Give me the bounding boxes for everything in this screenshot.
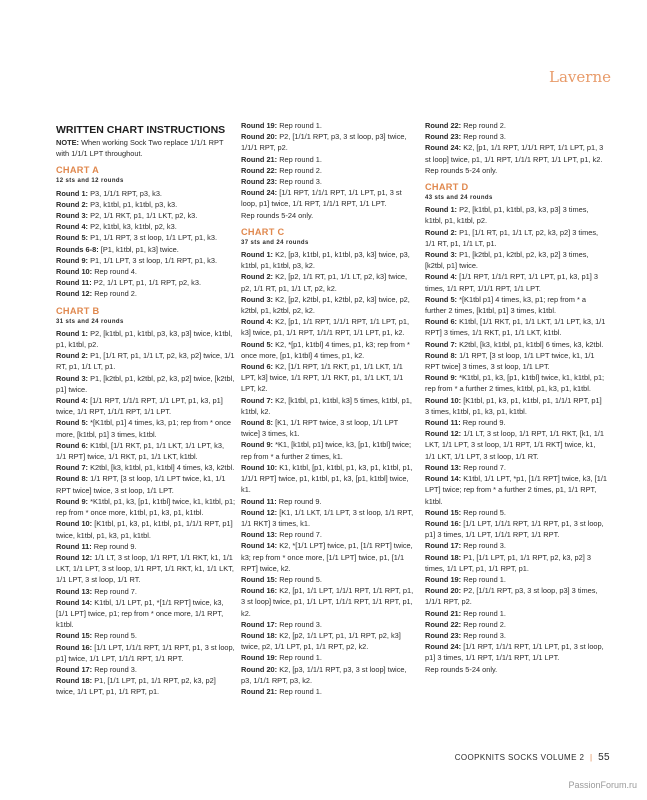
round-line (56, 597, 236, 631)
round-label: Round 16: (425, 518, 462, 528)
round-text: [1/1 RPT, 1/1/1 RPT, 1/1 LPT, p1, 3 st loop, p1] 3 times, 1/1 RPT, 1/1/1 RPT, 1/1 LPT. (425, 642, 604, 663)
round-line (56, 277, 236, 288)
round-label: Round 11: (425, 418, 461, 428)
round-line (425, 608, 607, 619)
round-label: Round 21: (241, 686, 278, 696)
round-label: Round 3: (56, 211, 89, 221)
round-label: Round 6: (56, 440, 89, 450)
round-label: Round 10: (425, 395, 462, 405)
round-label: Round 9: (241, 440, 274, 450)
round-line (56, 473, 236, 495)
chart-d-title: CHART D (425, 182, 469, 193)
round-line (56, 199, 236, 210)
chart-a-rounds (56, 188, 236, 300)
round-line (425, 142, 607, 164)
round-text: K2, [p3, k1tbl, p1, k1tbl, p3, k3] twice, p3, k1tbl, p1, k1tbl, p3, k2. (241, 250, 410, 271)
round-label: Round 5: (425, 294, 458, 304)
round-label: Round 2: (425, 227, 458, 237)
note-label: NOTE: (56, 138, 79, 147)
round-text: K2, [k1tbl, p1, k1tbl, k3] 5 times, k1tbl, p1, k1tbl, k2. (241, 395, 412, 416)
column-1 (56, 120, 236, 698)
round-text: [K1tbl, p1, k3, p1, k1tbl, p1, 1/1/1 RPT, p1] 3 times, k1tbl, p1, k3, p1, k1tbl. (425, 395, 602, 416)
round-line (56, 417, 236, 439)
round-line (56, 288, 236, 299)
round-text: *[K1tbl p1] 4 times, k3, p1; rep from * a further 2 times, [k1tbl, p1] 3 times, k1tbl. (425, 294, 587, 316)
round-label: Round 17: (56, 664, 93, 674)
round-line (56, 255, 236, 266)
round-text: 1/1 RPT, [3 st loop, 1/1 LPT twice, k1, 1/1 RPT twice] 3 times, 3 st loop, 1/1 LPT. (425, 350, 595, 372)
round-label: Round 9: (56, 496, 89, 506)
round-text: P1, [k2tbl, p1, k2tbl, p2, k3, p2] 3 times, [k2tbl, p1] twice. (425, 250, 589, 271)
round-label: Round 13: (241, 530, 278, 540)
round-text: P2, [k1tbl, p1, k1tbl, p3, k3, p3] 3 times, k1tbl, p1, k1tbl, p2. (425, 205, 589, 226)
round-line (241, 507, 416, 529)
round-label: Round 5: (241, 339, 274, 349)
round-line (425, 585, 607, 607)
round-line (56, 541, 236, 552)
round-label: Round 12: (56, 552, 93, 562)
page-heading: WRITTEN CHART INSTRUCTIONS (56, 124, 226, 136)
round-line (241, 176, 416, 187)
round-line (241, 210, 416, 221)
round-text: P3, 1/1/1 RPT, p3, k3. (90, 188, 162, 198)
round-line (425, 339, 607, 350)
round-line (241, 540, 416, 574)
round-line (241, 395, 416, 417)
round-text: Rep round 3. (94, 664, 137, 674)
round-line (56, 675, 236, 697)
round-line (56, 586, 236, 597)
round-text: [K1, 1/1 RPT twice, 3 st loop, 1/1 LPT twice] 3 times, k1. (241, 418, 399, 439)
chart-c-rounds (241, 249, 416, 697)
chart-d-rounds (425, 204, 607, 675)
round-text: P1, [1/1 LPT, p1, 1/1 RPT, p2, k3, p2] 3 times, 1/1 LPT, p1, 1/1 RPT, p1. (425, 552, 591, 573)
chart-b-rounds (56, 328, 236, 698)
round-label: Round 23: (425, 630, 462, 640)
round-label: Round 2: (241, 272, 274, 282)
round-text: Rep round 9. (278, 496, 322, 506)
round-line (56, 221, 236, 232)
round-label: Round 11: (56, 541, 92, 551)
round-line (241, 316, 416, 338)
round-label: Round 11: (241, 496, 277, 506)
round-line (425, 552, 607, 574)
round-label: Round 2: (56, 351, 89, 361)
round-line (56, 630, 236, 641)
round-text: K2, [p1, 1/1 RPT, 1/1/1 RPT, 1/1 LPT, p1, 3 st loop] twice, p1, 1/1 RPT, 1/1/1 RPT, 1/1 LPT, p1, k2. (425, 143, 604, 164)
round-line (241, 271, 416, 293)
round-text: P2, 1/1 LPT, p1, 1/1 RPT, p2, k3. (93, 278, 202, 288)
round-label: Round 23: (425, 132, 462, 142)
round-text: [P1, k1tbl, p1, k3] twice. (100, 244, 179, 254)
round-label: Round 15: (56, 631, 93, 641)
round-line (425, 395, 607, 417)
round-line (425, 462, 607, 473)
round-line (425, 204, 607, 226)
round-text: Rep round 3. (463, 630, 506, 640)
round-line (56, 552, 236, 586)
round-label: Round 20: (241, 664, 278, 674)
round-text: K1tbl, [1/1 RKT, p1, 1/1 LKT, 1/1 LPT, k3, 1/1 RPT] twice, 1/1 RKT, p1, 1/1 LKT, k1tbl. (56, 440, 225, 462)
round-line (56, 328, 236, 350)
round-text: Rep round 3. (279, 177, 322, 187)
round-line (425, 372, 607, 394)
round-text: 1/1 RPT, [3 st loop, 1/1 LPT twice, k1, 1/1 RPT twice] twice, 3 st loop, 1/1 LPT. (56, 474, 226, 495)
round-text: Rep round 5. (279, 574, 322, 584)
round-line (425, 271, 607, 293)
round-label: Round 12: (425, 429, 462, 439)
round-line (56, 664, 236, 675)
round-line (241, 439, 416, 461)
round-label: Round 18: (56, 676, 93, 686)
round-line (241, 187, 416, 209)
round-line (425, 574, 607, 585)
chart-d-subtitle: 43 sts and 24 rounds (425, 195, 493, 202)
round-text: Rep round 7. (279, 530, 322, 540)
round-label: Round 5: (56, 233, 89, 243)
round-text: Rep round 4. (94, 267, 137, 277)
round-text: *K1, [k1tbl, p1] twice, k3, [p1, k1tbl] twice; rep from * a further 2 times, k1. (241, 440, 412, 461)
round-label: Round 6: (425, 317, 458, 327)
round-line (56, 395, 236, 417)
round-label: Round 20: (241, 132, 278, 142)
round-text: 1/1 LT, 3 st loop, 1/1 RPT, 1/1 RKT, [k1, 1/1 LKT, 1/1 LPT, 3 st loop, 1/1 RPT, 1/1 RKT] twice, k1, 1/1 LKT, 1/1 LPT, 3 st loop, 1/1 RT. (425, 429, 604, 461)
round-text: Rep round 1. (279, 154, 322, 164)
round-text: K2, [p1, 1/1 RPT, 1/1/1 RPT, 1/1 LPT, p1, k3] twice, p1, 1/1 RPT, 1/1/1 RPT, 1/1 LPT, p1, k2. (241, 317, 410, 338)
round-text: Rep round 1. (463, 608, 506, 618)
round-line (241, 154, 416, 165)
column-3 (425, 120, 607, 675)
round-line (241, 165, 416, 176)
round-text: Rep round 2. (279, 165, 322, 175)
round-label: Round 14: (241, 541, 278, 551)
round-line (425, 641, 607, 663)
round-label: Round 5: (56, 418, 89, 428)
round-label: Round 4: (425, 272, 458, 282)
round-line (425, 120, 607, 131)
round-text: [1/1 LPT, 1/1/1 RPT, 1/1 RPT, p1, 3 st loop, p1] 3 times, 1/1 LPT, 1/1/1 RPT, 1/1 RPT. (425, 518, 604, 540)
round-line (56, 462, 236, 473)
round-text: K2, [p2, k2tbl, p1, k2tbl, p2, k3] twice, p2, k2tbl, p1, k2tbl, p2, k2. (241, 294, 410, 316)
round-label: Round 16: (56, 642, 93, 652)
round-line (241, 417, 416, 439)
round-label: Round 24: (425, 642, 462, 652)
round-label: Round 20: (425, 586, 462, 596)
round-text: P1, [k2tbl, p1, k2tbl, p2, k3, p2] twice, [k2tbl, p1] twice. (56, 373, 235, 394)
round-text: Rep rounds 5-24 only. (425, 165, 498, 175)
chart-b-subtitle: 31 sts and 24 rounds (56, 318, 124, 325)
round-label: Round 12: (56, 289, 93, 299)
chart-c-rounds-continued (425, 120, 607, 176)
round-label: Round 22: (425, 619, 462, 629)
note (56, 137, 236, 159)
round-text: K1, k1tbl, [p1, k1tbl, p1, k3, p1, k1tbl, p1, 1/1/1 RPT] twice, p1, k1tbl, p1, k3, [p1, k1tbl] twice, k1. (241, 462, 413, 495)
round-line (425, 249, 607, 271)
round-label: Round 23: (241, 177, 278, 187)
round-label: Round 13: (56, 586, 93, 596)
round-text: Rep rounds 5-24 only. (425, 664, 498, 674)
round-label: Round 22: (425, 121, 462, 130)
round-text: Rep round 5. (94, 631, 137, 641)
round-line (425, 428, 607, 462)
round-text: Rep round 7. (463, 462, 506, 472)
round-line (241, 630, 416, 652)
column-2 (241, 120, 416, 697)
round-text: P3, k1tbl, p1, k1tbl, p3, k3. (90, 199, 178, 209)
round-text: K1tbl, 1/1 LPT, p1, *[1/1 RPT] twice, k3, [1/1 LPT] twice, p1; rep from * once more, 1/1 RPT, k1tbl. (56, 597, 224, 630)
note-text: When working Sock Two replace 1/1/1 RPT with 1/1/1 LPT throughout. (56, 138, 224, 159)
round-line (56, 496, 236, 518)
round-text: [1/1 RPT, 1/1/1 RPT, 1/1 LPT, p1, 3 st loop, p1] twice, 1/1 RPT, 1/1/1 RPT, 1/1 LPT. (241, 188, 402, 209)
round-text: K1tbl, 1/1 LPT, *p1, [1/1 RPT] twice, k3, [1/1 LPT] twice; rep from * a further 2 times, p1, 1/1 RPT, k1tbl. (425, 474, 607, 506)
round-text: Rep round 7. (94, 586, 137, 596)
round-text: K2tbl, [k3, k1tbl, p1, k1tbl] 4 times, k3, k2tbl. (90, 463, 235, 473)
round-text: P2, [1/1/1 RPT, p3, 3 st loop, p3] twice, 1/1/1 RPT, p2. (241, 132, 407, 153)
round-label: Round 12: (241, 507, 278, 517)
round-label: Round 11: (56, 278, 92, 288)
round-text: K2, [1/1 RPT, 1/1 RKT, p1, 1/1 LKT, 1/1 LPT, k3] twice, 1/1 RPT, 1/1 RKT, p1, 1/1 LKT, 1/1 LPT, k2. (241, 362, 404, 394)
round-line (56, 210, 236, 221)
round-line (241, 652, 416, 663)
chart-a-subtitle: 12 sts and 12 rounds (56, 178, 124, 185)
round-label: Round 21: (425, 608, 462, 618)
page-number: 55 (598, 752, 610, 763)
round-line (56, 266, 236, 277)
round-label: Round 19: (425, 574, 462, 584)
round-label: Round 10: (241, 462, 278, 472)
round-line (241, 686, 416, 697)
round-line (241, 664, 416, 686)
round-label: Round 13: (425, 462, 462, 472)
round-label: Round 2: (56, 199, 89, 209)
watermark: PassionForum.ru (568, 780, 637, 790)
round-text: K2, [p2, 1/1 RT, p1, 1/1 LT, p2, k3] twice, p2, 1/1 RT, p1, 1/1 LT, p2, k2. (241, 272, 408, 293)
round-label: Round 8: (425, 350, 458, 360)
round-text: Rep round 1. (463, 574, 506, 584)
round-line (241, 462, 416, 496)
round-label: Round 1: (56, 328, 89, 338)
round-text: K2tbl, [k3, k1tbl, p1, k1tbl] 6 times, k3, k2tbl. (459, 339, 604, 349)
chart-b-rounds-continued (241, 120, 416, 221)
round-label: Round 15: (425, 507, 462, 517)
round-label: Round 3: (241, 294, 274, 304)
round-line (425, 294, 607, 316)
round-text: P1, [1/1 RT, p1, 1/1 LT, p2, k3, p2] twice, 1/1 RT, p1, 1/1 LT, p1. (56, 351, 235, 372)
round-text: Rep rounds 5-24 only. (241, 210, 314, 220)
round-line (56, 350, 236, 372)
round-line (241, 585, 416, 619)
round-line (425, 227, 607, 249)
round-line (425, 540, 607, 551)
round-text: P1, [1/1 LPT, p1, 1/1 RPT, p2, k3, p2] twice, 1/1 LPT, p1, 1/1 RPT, p1. (56, 676, 216, 697)
round-line (241, 131, 416, 153)
round-line (241, 529, 416, 540)
round-text: [1/1 LPT, 1/1/1 RPT, 1/1 RPT, p1, 3 st loop, p1] twice, 1/1 LPT, 1/1/1 RPT, 1/1 RPT. (56, 642, 235, 663)
round-text: K2, [p1, 1/1 LPT, 1/1/1 RPT, 1/1 RPT, p1, 3 st loop] twice, p1, 1/1 LPT, 1/1/1 RPT, 1/1 RPT, p1, k2. (241, 586, 414, 618)
page-footer (455, 752, 610, 763)
round-line (56, 518, 236, 540)
round-text: Rep round 5. (463, 507, 506, 517)
round-label: Round 1: (425, 205, 458, 215)
round-line (241, 120, 416, 131)
round-line (425, 518, 607, 540)
round-text: Rep round 9. (462, 418, 506, 428)
round-line (241, 574, 416, 585)
round-label: Round 8: (56, 474, 89, 484)
chart-a-title: CHART A (56, 165, 100, 176)
round-text: *K1tbl, p1, k3, [p1, k1tbl] twice, k1, k1tbl, p1; rep from * a further 2 times, k1tbl, p1, k3, p1, k1tbl. (425, 373, 605, 394)
footer-brand: COOPKNITS (454, 753, 506, 762)
round-label: Round 4: (56, 396, 89, 406)
round-line (425, 507, 607, 518)
round-text: Rep round 2. (463, 619, 506, 629)
round-text: 1/1 LT, 3 st loop, 1/1 RPT, 1/1 RKT, k1, 1/1 LKT, 1/1 LPT, 3 st loop, 1/1 RPT, 1/1 RKT, k1, 1/1 LKT, 1/1 LPT, 3 st loop, 1/1 RT. (56, 552, 234, 585)
round-label: Round 16: (241, 586, 278, 596)
round-label: Round 6: (241, 362, 274, 372)
round-text: [K1, 1/1 LKT, 1/1 LPT, 3 st loop, 1/1 RPT, 1/1 RKT] 3 times, k1. (241, 507, 414, 528)
round-label: Round 18: (241, 630, 278, 640)
round-label: Rounds 6-8: (56, 244, 99, 254)
round-line (56, 244, 236, 255)
round-text: P1, 1/1 LPT, 3 st loop, 1/1 RPT, p1, k3. (90, 255, 218, 265)
round-label: Round 3: (425, 250, 458, 260)
round-label: Round 10: (56, 267, 93, 277)
round-line (425, 473, 607, 507)
round-label: Round 9: (56, 255, 89, 265)
round-label: Round 19: (241, 653, 278, 663)
round-line (241, 249, 416, 271)
round-line (425, 619, 607, 630)
round-text: Rep round 3. (463, 132, 506, 142)
chart-c-title: CHART C (241, 226, 285, 237)
round-text: P1, 1/1 RPT, 3 st loop, 1/1 LPT, p1, k3. (90, 233, 218, 243)
round-label: Round 4: (56, 222, 89, 232)
round-text: [1/1 RPT, 1/1/1 RPT, 1/1 LPT, p1, k3, p1] 3 times, 1/1 RPT, 1/1/1 RPT, 1/1 LPT. (425, 272, 598, 293)
round-text: P2, [k1tbl, p1, k1tbl, p3, k3, p3] twice, k1tbl, p1, k1tbl, p2. (56, 328, 233, 350)
round-line (56, 440, 236, 462)
round-label: Round 7: (56, 463, 89, 473)
round-text: P2, [1/1/1 RPT, p3, 3 st loop, p3] 3 times, 1/1/1 RPT, p2. (425, 586, 598, 607)
round-text: K2, [p2, 1/1 LPT, p1, 1/1 RPT, p2, k3] twice, p2, 1/1 LPT, p1, 1/1 RPT, p2, k2. (241, 630, 401, 652)
round-label: Round 15: (241, 574, 278, 584)
round-text: Rep round 3. (279, 619, 322, 629)
round-text: Rep round 1. (279, 121, 322, 130)
round-line (425, 316, 607, 338)
round-label: Round 1: (241, 250, 274, 260)
round-text: [K1tbl, p1, k3, p1, k1tbl, p1, 1/1/1 RPT, p1] twice, k1tbl, p1, k3, p1, k1tbl. (56, 519, 233, 540)
round-label: Round 18: (425, 552, 462, 562)
round-text: Rep round 2. (94, 289, 137, 299)
round-label: Round 7: (241, 395, 274, 405)
round-text: K1tbl, [1/1 RKT, p1, 1/1 LKT, 1/1 LPT, k3, 1/1 RPT] 3 times, 1/1 RKT, p1, 1/1 LKT, k1tbl. (425, 317, 606, 338)
round-text: Rep round 2. (463, 121, 506, 130)
round-label: Round 10: (56, 519, 93, 529)
round-label: Round 8: (241, 418, 274, 428)
round-text: [1/1 RPT, 1/1/1 RPT, 1/1 LPT, p1, k3, p1] twice, 1/1 RPT, 1/1/1 RPT, 1/1 LPT. (56, 396, 223, 417)
round-line (241, 339, 416, 361)
round-label: Round 24: (241, 188, 278, 198)
footer-volume: SOCKS VOLUME 2 (508, 753, 585, 762)
round-line (56, 232, 236, 243)
round-text: Rep round 1. (279, 653, 322, 663)
round-label: Round 1: (56, 188, 89, 198)
round-text: P1, [1/1 RT, p1, 1/1 LT, p2, k3, p2] 3 times, 1/1 RT, p1, 1/1 LT, p1. (425, 227, 599, 248)
section-title: Laverne (549, 68, 611, 86)
round-label: Round 3: (56, 373, 89, 383)
round-line (425, 165, 607, 176)
footer-separator: | (589, 753, 593, 762)
round-text: *[K1tbl, p1] 4 times, k3, p1; rep from * once more, [k1tbl, p1] 3 times, k1tbl. (56, 418, 231, 439)
round-text: P2, 1/1 RKT, p1, 1/1 LKT, p2, k3. (90, 211, 198, 221)
round-line (56, 373, 236, 395)
chart-c-subtitle: 37 sts and 24 rounds (241, 239, 309, 246)
round-line (241, 619, 416, 630)
round-label: Round 14: (425, 474, 462, 484)
round-text: Rep round 9. (93, 541, 137, 551)
round-line (425, 630, 607, 641)
round-text: *K1tbl, p1, k3, [p1, k1tbl] twice, k1, k1tbl, p1; rep from * once more, k1tbl, p1, k3, p1, k1tbl. (56, 496, 236, 518)
round-line (241, 496, 416, 507)
round-label: Round 17: (425, 541, 462, 551)
round-line (425, 131, 607, 142)
round-label: Round 14: (56, 597, 93, 607)
round-text: K2, [p3, 1/1/1 RPT, p3, 3 st loop] twice, p3, 1/1/1 RPT, p3, k2. (241, 664, 407, 685)
round-label: Round 9: (425, 373, 458, 383)
round-line (425, 350, 607, 372)
round-label: Round 7: (425, 339, 458, 349)
round-line (425, 664, 607, 675)
round-label: Round 17: (241, 619, 278, 629)
round-text: Rep round 3. (463, 541, 506, 551)
round-label: Round 19: (241, 121, 278, 130)
round-line (241, 294, 416, 316)
round-label: Round 22: (241, 165, 278, 175)
round-line (425, 417, 607, 428)
round-line (241, 361, 416, 395)
round-label: Round 4: (241, 317, 274, 327)
round-label: Round 24: (425, 143, 462, 153)
round-line (56, 188, 236, 199)
round-text: K2, *[1/1 LPT] twice, p1, [1/1 RPT] twice, k3; rep from * once more, [1/1 LPT] twice, p1, [1/1 RPT] twice, k2. (241, 541, 413, 573)
chart-b-title: CHART B (56, 305, 100, 316)
round-text: P2, k1tbl, k3, k1tbl, p2, k3. (90, 222, 177, 232)
round-text: K2, *[p1, k1tbl] 4 times, p1, k3; rep from * once more, [p1, k1tbl] 4 times, p1, k2. (241, 339, 410, 360)
round-label: Round 21: (241, 154, 278, 164)
round-text: Rep round 1. (279, 686, 322, 696)
round-line (56, 642, 236, 664)
